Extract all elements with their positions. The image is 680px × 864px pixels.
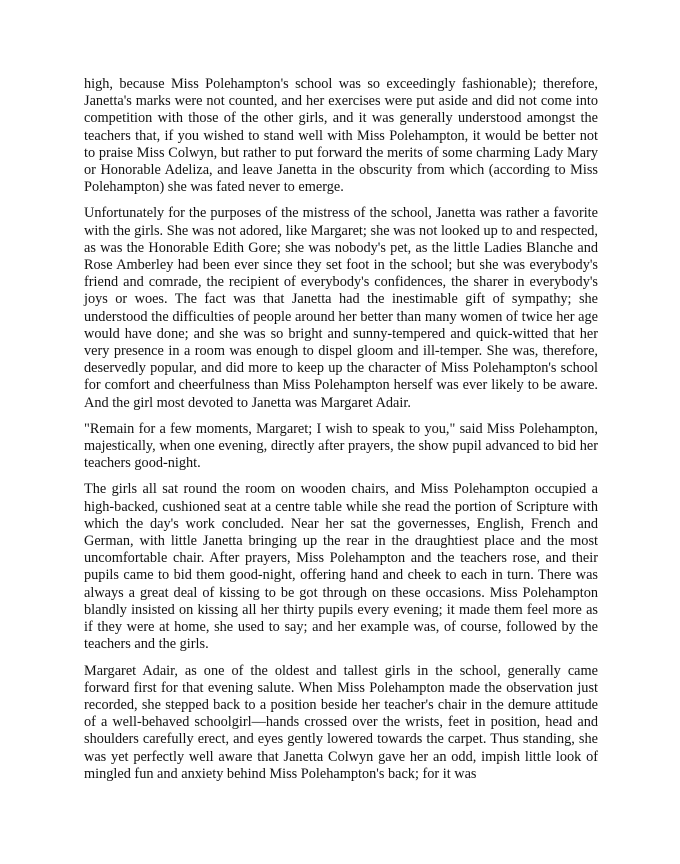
- paragraph-4: The girls all sat round the room on wooden chairs, and Miss Polehampton occupied a high-backed, cushioned seat at a centre table while she read the portion of Scripture with which the day's work concluded. Near her sat the governesses, English, French and German, with little Janetta bringing up the rear in the draughtiest place and the most uncomfortable chair. After prayers, Miss Polehampton and the teachers rose, and their pupils came to bid them good-night, offering hand and cheek to each in turn. There was always a great deal of kissing to be got through on these occasions. Miss Polehampton blandly insisted on kissing all her thirty pupils every evening; it made them feel more as if they were at home, she used to say; and her example was, of course, followed by the teachers and the girls.: [84, 481, 598, 653]
- body-text: [84, 76, 598, 792]
- paragraph-3: "Remain for a few moments, Margaret; I wish to speak to you," said Miss Polehampton, majestically, when one evening, directly after prayers, the show pupil advanced to bid her teachers good-night.: [84, 420, 598, 472]
- paragraph-2: Unfortunately for the purposes of the mistress of the school, Janetta was rather a favorite with the girls. She was not adored, like Margaret; she was not looked up to and respected, as was the Honorable Edith Gore; she was nobody's pet, as the little Ladies Blanche and Rose Amberley had been ever since they set foot in the school; but she was everybody's friend and comrade, the recipient of everybody's confidences, the sharer in everybody's joys or woes. The fact was that Janetta had the inestimable gift of sympathy; she understood the difficulties of people around her better than many women of twice her age would have done; and she was so bright and sunny-tempered and quick-witted that her very presence in a room was enough to dispel gloom and ill-temper. She was, therefore, deservedly popular, and did more to keep up the character of Miss Polehampton's school for comfort and cheerfulness than Miss Polehampton herself was ever likely to be aware. And the girl most devoted to Janetta was Margaret Adair.: [84, 205, 598, 411]
- paragraph-5: Margaret Adair, as one of the oldest and tallest girls in the school, generally came forward first for that evening salute. When Miss Polehampton made the observation just recorded, she stepped back to a position beside her teacher's chair in the demure attitude of a well-behaved schoolgirl—hands crossed over the wrists, feet in position, head and shoulders carefully erect, and eyes gently lowered towards the carpet. Thus standing, she was yet perfectly well aware that Janetta Colwyn gave her an odd, impish little look of mingled fun and anxiety behind Miss Polehampton's back; for it was: [84, 662, 598, 782]
- paragraph-1: high, because Miss Polehampton's school was so exceedingly fashionable); therefore, Janetta's marks were not counted, and her exercises were put aside and did not come into competition with those of the other girls, and it was generally understood amongst the teachers that, if you wished to stand well with Miss Polehampton, it would be better not to praise Miss Colwyn, but rather to put forward the merits of some charming Lady Mary or Honorable Adeliza, and leave Janetta in the obscurity from which (according to Miss Polehampton) she was fated never to emerge.: [84, 76, 598, 196]
